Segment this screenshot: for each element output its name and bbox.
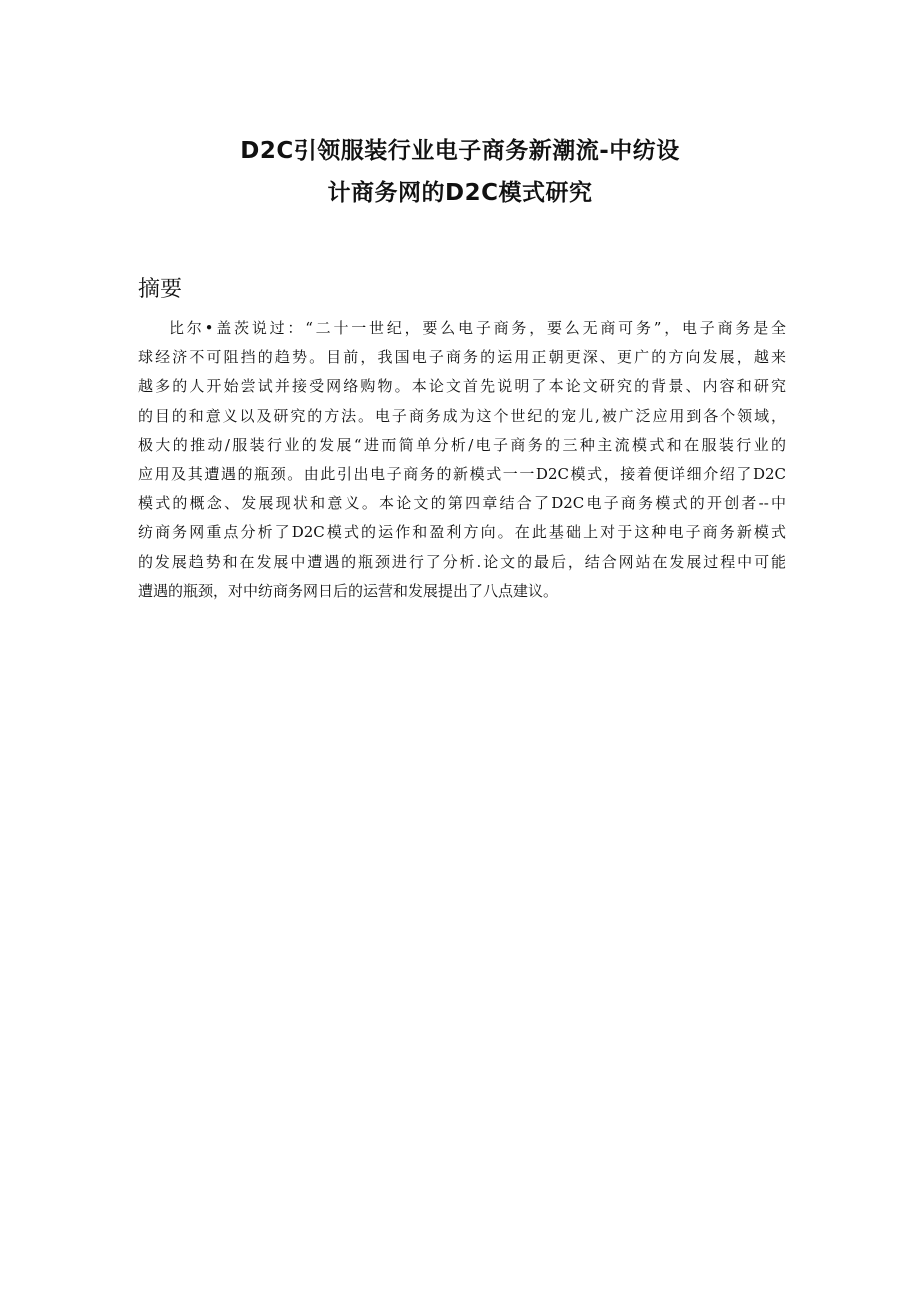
abstract-line: 极大的推动/服装行业的发展“进而简单分析/电子商务的三种主流模式和在服装行业的 bbox=[138, 435, 786, 454]
document-title-line-1: D2C引领服装行业电子商务新潮流-中纺设 bbox=[240, 138, 680, 164]
abstract-line: 遭遇的瓶颈，对中纺商务网日后的运营和发展提出了八点建议。 bbox=[138, 581, 559, 600]
document-title-line-2: 计商务网的D2C模式研究 bbox=[327, 180, 593, 206]
abstract-body bbox=[138, 314, 786, 606]
abstract-line: 的发展趋势和在发展中遭遇的瓶颈进行了分析.论文的最后，结合网站在发展过程中可能 bbox=[138, 552, 786, 571]
abstract-line: 越多的人开始尝试并接受网络购物。本论文首先说明了本论文研究的背景、内容和研究 bbox=[138, 377, 786, 396]
abstract-line: 的目的和意义以及研究的方法。电子商务成为这个世纪的宠儿,被广泛应用到各个领域， bbox=[138, 406, 786, 425]
abstract-line: 球经济不可阻挡的趋势。目前，我国电子商务的运用正朝更深、更广的方向发展，越来 bbox=[138, 348, 786, 367]
abstract-line: 比尔•盖茨说过：“二十一世纪，要么电子商务，要么无商可务”，电子商务是全 bbox=[169, 319, 786, 337]
abstract-heading: 摘要 bbox=[138, 277, 183, 302]
abstract-line: 模式的概念、发展现状和意义。本论文的第四章结合了D2C电子商务模式的开创者--中 bbox=[138, 494, 786, 513]
abstract-line: 纺商务网重点分析了D2C模式的运作和盈利方向。在此基础上对于这种电子商务新模式 bbox=[138, 523, 786, 542]
abstract-line: 应用及其遭遇的瓶颈。由此引出电子商务的新模式一一D2C模式，接着便详细介绍了D2C bbox=[138, 464, 786, 483]
